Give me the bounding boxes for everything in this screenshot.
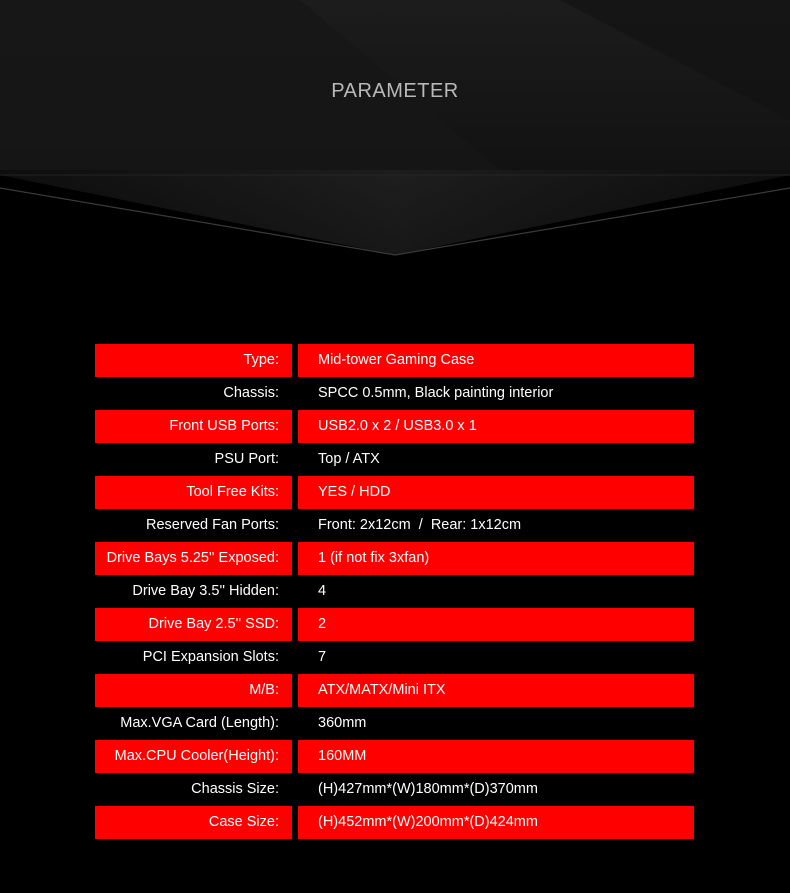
spec-value: USB2.0 x 2 / USB3.0 x 1 <box>298 410 694 443</box>
spec-row <box>95 773 694 806</box>
spec-value: (H)427mm*(W)180mm*(D)370mm <box>318 781 538 797</box>
spec-label: Drive Bays 5.25'' Exposed: <box>95 542 292 575</box>
spec-row <box>95 443 694 476</box>
spec-value: SPCC 0.5mm, Black painting interior <box>318 385 554 401</box>
header-banner <box>0 0 790 260</box>
spec-value: 1 (if not fix 3xfan) <box>298 542 694 575</box>
spec-value: 7 <box>318 649 327 665</box>
spec-row <box>95 344 694 377</box>
spec-row <box>95 377 694 410</box>
spec-row <box>95 509 694 542</box>
spec-label: Front USB Ports: <box>95 410 292 443</box>
spec-label: Max.VGA Card (Length): <box>120 715 279 731</box>
spec-value: 160MM <box>298 740 694 773</box>
spec-row <box>95 707 694 740</box>
spec-row <box>95 410 694 443</box>
spec-row <box>95 476 694 509</box>
spec-label: PSU Port: <box>214 451 279 467</box>
spec-label: Drive Bay 3.5'' Hidden: <box>132 583 279 599</box>
spec-row <box>95 641 694 674</box>
spec-label: Max.CPU Cooler(Height): <box>95 740 292 773</box>
spec-label: PCI Expansion Slots: <box>142 649 279 665</box>
spec-value: 360mm <box>318 715 367 731</box>
spec-label: M/B: <box>95 674 292 707</box>
spec-label: Tool Free Kits: <box>95 476 292 509</box>
spec-value: (H)452mm*(W)200mm*(D)424mm <box>298 806 694 839</box>
spec-row <box>95 542 694 575</box>
spec-row <box>95 608 694 641</box>
spec-value: Front: 2x12cm / Rear: 1x12cm <box>318 517 522 533</box>
spec-value: Top / ATX <box>318 451 380 467</box>
spec-table <box>95 344 694 839</box>
spec-label: Reserved Fan Ports: <box>146 517 279 533</box>
spec-label: Case Size: <box>95 806 292 839</box>
spec-row <box>95 740 694 773</box>
spec-value: 2 <box>298 608 694 641</box>
spec-value: 4 <box>318 583 327 599</box>
spec-row <box>95 806 694 839</box>
spec-label: Type: <box>95 344 292 377</box>
spec-label: Chassis Size: <box>191 781 279 797</box>
spec-label: Drive Bay 2.5'' SSD: <box>95 608 292 641</box>
spec-value: Mid-tower Gaming Case <box>298 344 694 377</box>
spec-label: Chassis: <box>223 385 279 401</box>
page-title: PARAMETER <box>331 80 459 102</box>
spec-value: YES / HDD <box>298 476 694 509</box>
spec-value: ATX/MATX/Mini ITX <box>298 674 694 707</box>
spec-row <box>95 575 694 608</box>
spec-row <box>95 674 694 707</box>
